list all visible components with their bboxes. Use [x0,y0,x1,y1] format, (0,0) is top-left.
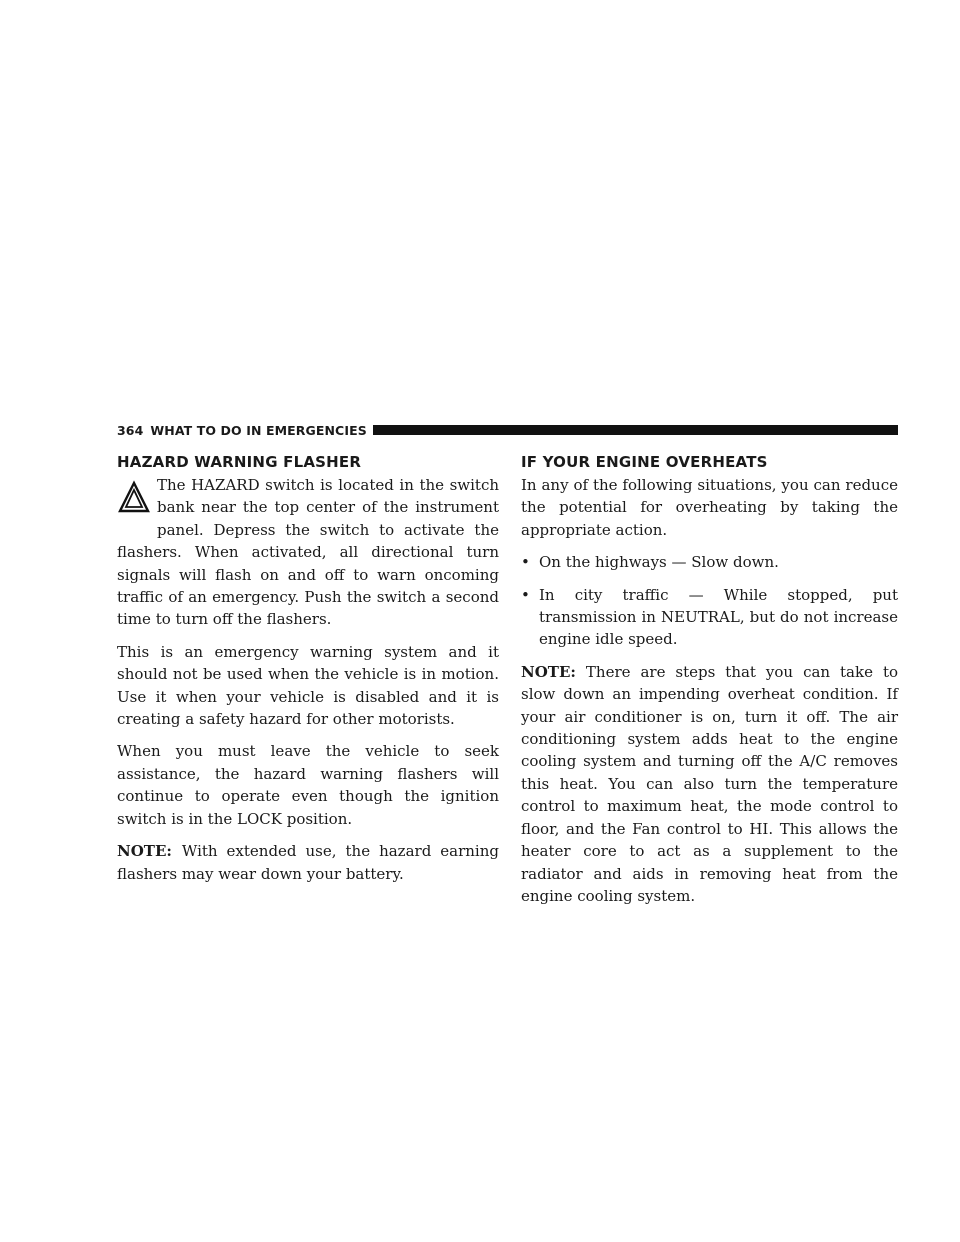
page-number: 364 [117,422,144,438]
section-title: WHAT TO DO IN EMERGENCIES [150,422,367,438]
hazard-paragraph-3: When you must leave the vehicle to seek assistance, the hazard warning flashers will continue to operate even though the ignition switch is in the LOCK position. [117,742,499,828]
note-label: NOTE: [117,842,172,861]
note-text: There are steps that you can take to slow down an impending overheat condition. If your air conditioner is on, turn it off. The air conditioning system adds heat to the engine cooling system and turning off the A/C removes this heat. You can also turn the temperature control to maximum heat, the mode control to floor, and the Fan control to HI. This allows the heater core to act as a supplement to the radiator and aids in removing heat from the engine cooling system. [521,662,898,905]
page-header [117,422,898,438]
hazard-heading: HAZARD WARNING FLASHER [117,453,362,471]
list-item [521,584,898,651]
overheat-note [521,661,898,907]
bullet-text: On the highways — Slow down. [539,553,779,572]
overheat-intro: In any of the following situations, you can reduce the potential for overheating by taking the appropriate action. [521,476,898,539]
right-column [521,452,898,917]
note-text: With extended use, the hazard earning flashers may wear down your battery. [117,842,499,883]
note-label: NOTE: [521,662,576,681]
left-column [117,452,499,895]
hazard-paragraph-2: This is an emergency warning system and it should not be used when the vehicle is in motion. Use it when your vehicle is disabled and it is creating a safety hazard for other motorists. [117,642,499,729]
bullet-glyph: • [521,585,530,604]
list-item [521,551,898,573]
hazard-note [117,840,499,885]
hazard-intro-block [117,474,499,631]
overheat-bullet-list [521,551,898,651]
warning-icon-area [117,474,157,540]
overheat-heading: IF YOUR ENGINE OVERHEATS [521,453,768,471]
warning-triangle-icon [117,480,151,514]
header-rule [373,425,898,435]
bullet-glyph: • [521,553,530,572]
bullet-text: In city traffic — While stopped, put transmission in NEUTRAL, but do not increase engine idle speed. [539,585,898,649]
hazard-paragraph-1: The HAZARD switch is located in the switch bank near the top center of the instrument panel. Depress the switch to activate the flashers. When activated, all directional turn signals will flash on and off to warn oncoming traffic of an emergency. Push the switch a second time to turn off the flashers. [117,476,499,629]
